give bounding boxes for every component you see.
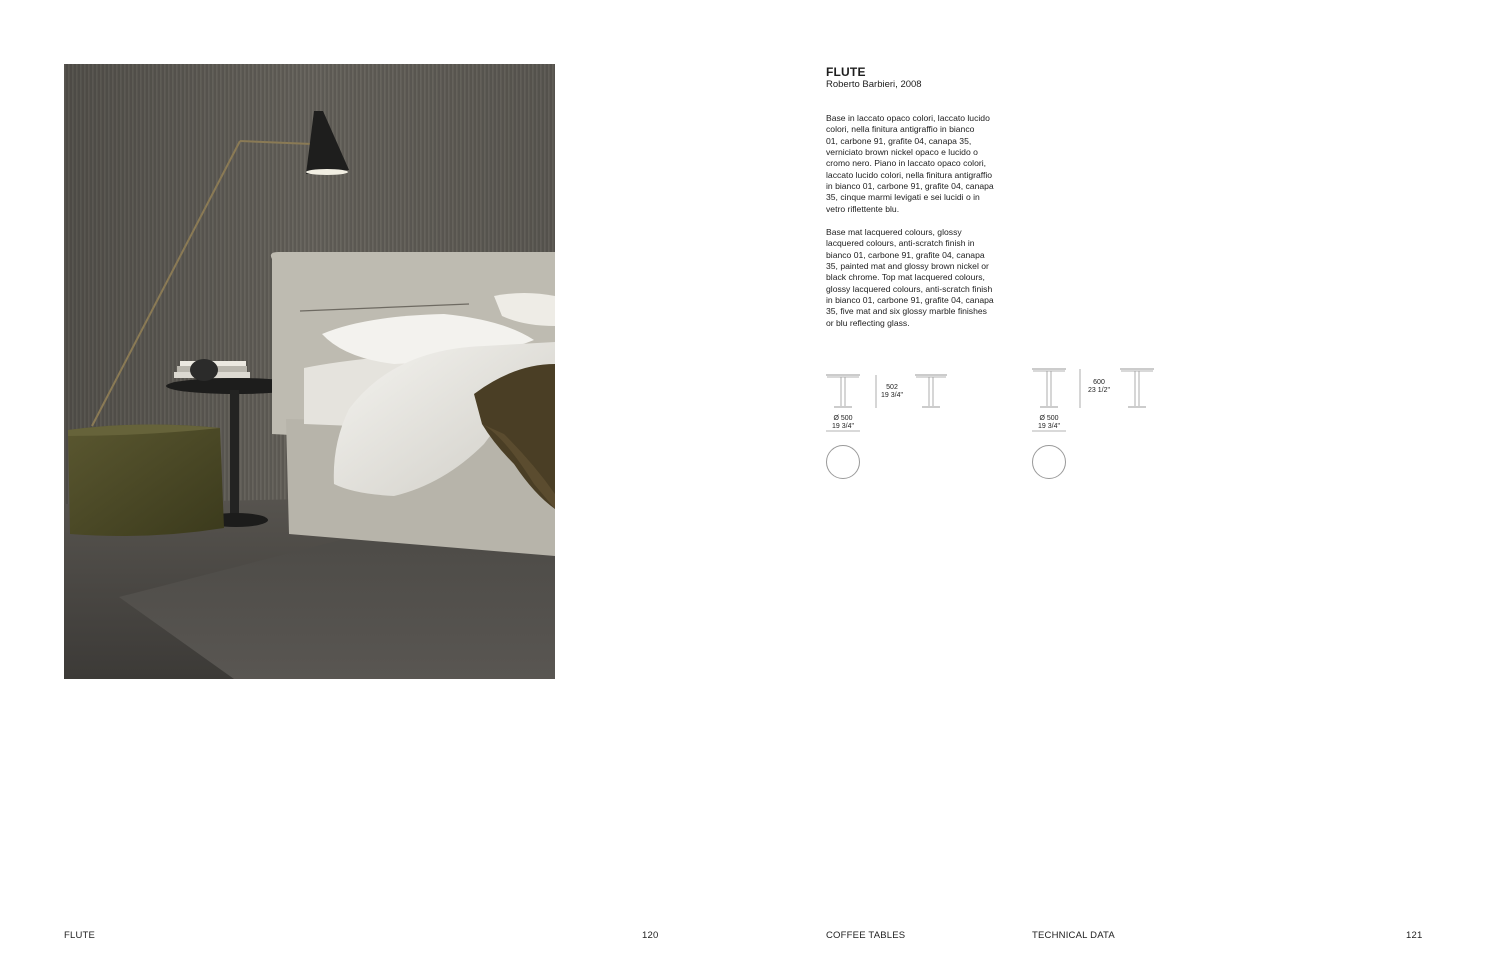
technical-drawing-high-table xyxy=(1032,368,1162,480)
height-dimension: 600 23 1/2" xyxy=(1088,379,1110,394)
height-dimension: 502 19 3/4" xyxy=(881,384,903,399)
product-designer: Roberto Barbieri, 2008 xyxy=(826,79,922,90)
page-number-right: 121 xyxy=(1406,930,1423,941)
footer-subsection-right: TECHNICAL DATA xyxy=(1032,930,1115,941)
diameter-dimension: Ø 500 19 3/4" xyxy=(1038,415,1060,430)
product-title: FLUTE xyxy=(826,65,866,79)
diameter-dimension: Ø 500 19 3/4" xyxy=(832,415,854,430)
description-english: Base mat lacquered colours, glossy lacquered colours, anti-scratch finish in bianco 01, carbone 91, grafite 04, canapa 35, painted mat and glossy brown nickel or black chrome. Top mat lacquered colours, glossy lacquered colours, anti-scratch finish in bianco 01, carbone 91, grafite 04, canapa 35, five mat and six glossy marble finishes or blu reflecting glass. xyxy=(826,227,994,328)
product-photo xyxy=(64,64,555,679)
footer-section-left: FLUTE xyxy=(64,930,96,941)
description-italian: Base in laccato opaco colori, laccato lucido colori, nella finitura antigraffio in bianco 01, carbone 91, grafite 04, canapa 35, verniciato brown nickel opaco e lucido o cromo nero. Piano in laccato opaco colori, laccato lucido colori, nella finitura antigraffio in bianco 01, carbone 91, grafite 04, canapa 35, cinque marmi levigati e sei lucidi o in vetro riflettente blu. xyxy=(826,113,994,214)
footer-section-right: COFFEE TABLES xyxy=(826,930,906,941)
bedroom-illustration xyxy=(64,64,555,679)
page-number-left: 120 xyxy=(642,930,659,941)
technical-drawing-low-table xyxy=(826,368,956,480)
